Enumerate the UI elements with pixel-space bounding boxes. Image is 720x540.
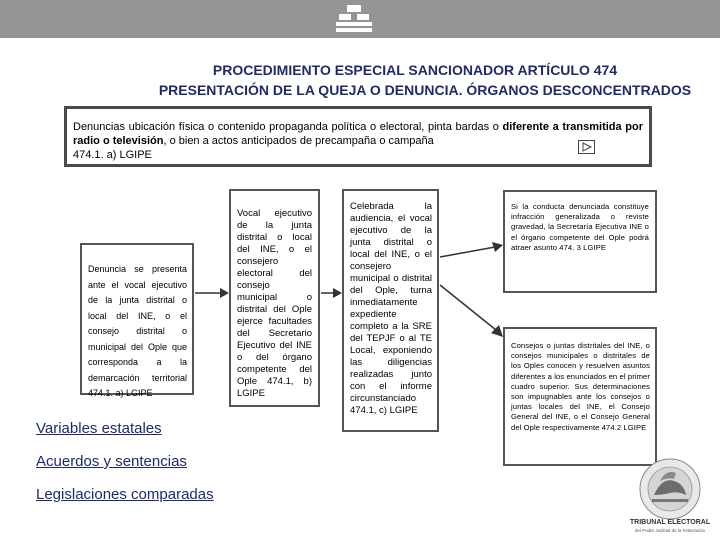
page-title-line1: PROCEDIMIENTO ESPECIAL SANCIONADOR ARTÍCULO 474: [212, 62, 618, 78]
top-box-text-part1: Denuncias ubicación física o contenido propaganda política o electoral, pinta bardas o: [73, 121, 503, 133]
top-description-box: [64, 106, 652, 167]
link-variables-estatales[interactable]: Variables estatales: [36, 420, 162, 437]
link-legislaciones-comparadas[interactable]: Legislaciones comparadas: [36, 486, 214, 503]
page-title-line2: PRESENTACIÓN DE LA QUEJA O DENUNCIA. ÓRGANOS DESCONCENTRADOS: [158, 82, 692, 98]
flow-box-consejos: Consejos o juntas distritales del INE, o consejos municipales o distritales de los Oples conocen y resuelven asuntos diferentes a los enunciados en el primer cuadro superior. Sus determinaciones son impugnables ante los consejos o juntas locales del INE, el Consejo General del INE, o el Consejo General del Ople respectivamente 474.2 LGIPE: [503, 327, 657, 466]
flow-box-vocal-ejecutivo: Vocal ejecutivo de la junta distrital o local del INE, o el consejero electoral del consejo municipal o distrital del Ople ejerce facultades del Secretario Ejecutivo del INE o del órgano competente del Ople 474.1, b) LGIPE: [229, 189, 320, 407]
top-box-text-part2: , o bien a actos anticipados de precampaña o campaña: [163, 135, 434, 147]
arrow-right-icon: [320, 286, 343, 300]
flow-box-atraccion: Si la conducta denunciada constituye infracción generalizada o reviste gravedad, la Secretaría Ejecutiva INE o el órgano competente del Ople podrá atraer asunto 474. 3 LGIPE: [503, 190, 657, 293]
seal-name: TRIBUNAL ELECTORAL: [629, 519, 711, 526]
arrow-up-right-icon: [439, 242, 504, 260]
flow-box-presentation: Denuncia se presenta ante el vocal ejecutivo de la junta distrital o local del INE, o el consejo distrital o municipal del Ople que corresponda a la demarcación territorial 474.1. a) LGIPE: [80, 243, 194, 395]
top-box-text-bold: diferente a transmitida por radio o televisión: [73, 121, 643, 147]
top-banner: [0, 0, 720, 38]
arrow-down-right-icon: [439, 283, 504, 338]
play-arrow-icon[interactable]: [578, 140, 595, 154]
top-box-reference: 474.1. a) LGIPE: [73, 149, 152, 161]
seal-subtitle: del Poder Judicial de la Federación: [634, 528, 706, 533]
institution-logo-icon: [334, 4, 374, 34]
link-acuerdos-sentencias[interactable]: Acuerdos y sentencias: [36, 453, 187, 470]
flow-box-audiencia: Celebrada la audiencia, el vocal ejecutivo de la junta distrital o local del INE, o el consejero municipal o distrital del Ople, turna inmediatamente expediente completo a la SRE del TEPJF o al TE Local, exponiendo las diligencias realizadas junto con el informe circunstanciado 474.1, c) LGIPE: [342, 189, 439, 432]
arrow-right-icon: [194, 286, 230, 300]
